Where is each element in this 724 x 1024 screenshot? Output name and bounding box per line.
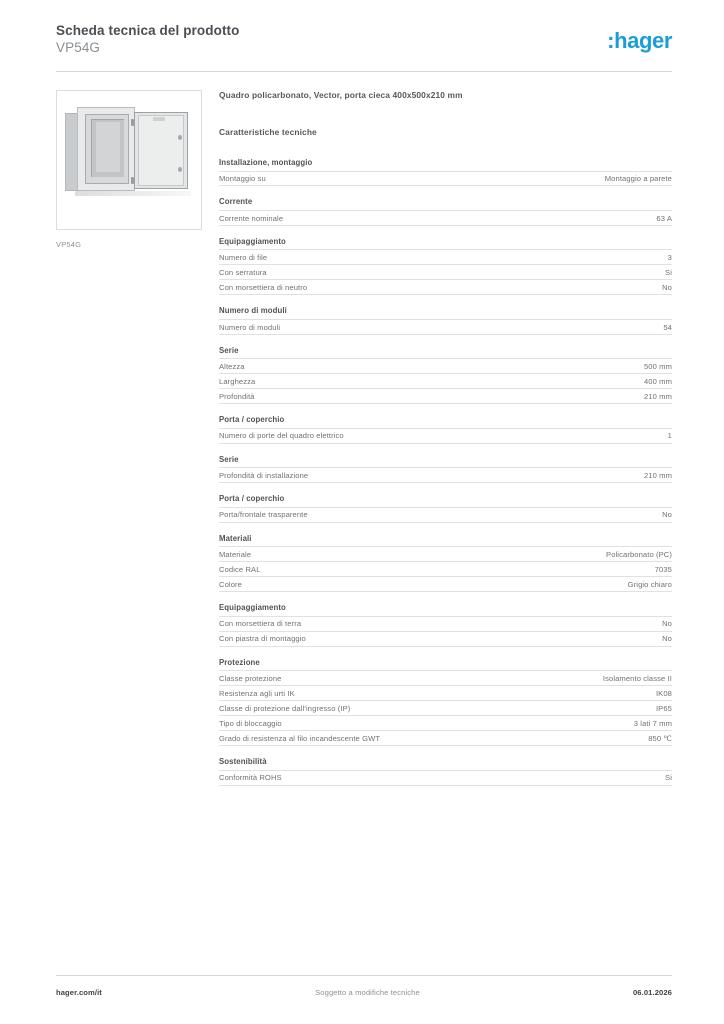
enclosure-door-inset: [138, 115, 184, 186]
specification-group: [219, 306, 672, 334]
specification-label: Porta/frontale trasparente: [219, 510, 308, 520]
specification-row: [219, 576, 672, 592]
page-footer: [56, 988, 672, 997]
specification-label: Profondità: [219, 391, 255, 401]
footer-divider: [56, 975, 672, 976]
specification-row: [219, 546, 672, 561]
specification-group-title: Sostenibilità: [219, 757, 267, 767]
specification-label: Con morsettiera di terra: [219, 619, 302, 629]
specification-group-title: Porta / coperchio: [219, 494, 285, 504]
specification-group: [219, 237, 672, 295]
specification-value: No: [662, 619, 672, 629]
enclosure-shadow: [75, 191, 191, 196]
specification-group-title: Installazione, montaggio: [219, 158, 313, 167]
enclosure-door-label: [153, 117, 165, 121]
specification-value: No: [662, 634, 672, 644]
product-name: Quadro policarbonato, Vector, porta cieca 400x500x210 mm: [219, 90, 463, 100]
page-header: [56, 22, 672, 70]
specification-row: [219, 631, 672, 647]
specification-value: IP65: [655, 703, 672, 713]
specification-label: Corrente nominale: [219, 213, 284, 223]
specification-label: Classe protezione: [219, 673, 282, 683]
specification-row: [219, 715, 672, 730]
specification-row: [219, 685, 672, 700]
specification-group-title: Porta / coperchio: [219, 415, 285, 425]
specification-groups: [219, 158, 672, 786]
specification-row: [219, 249, 672, 264]
specification-row: [219, 264, 672, 279]
specification-row: [219, 507, 672, 523]
specification-row: [219, 373, 672, 388]
specification-label: Resistenza agli urti IK: [219, 688, 295, 698]
specification-row: [219, 770, 672, 786]
specification-value: 210 mm: [643, 391, 672, 401]
specification-group: [219, 415, 672, 443]
enclosure-latch-icon: [178, 135, 182, 140]
specification-row: [219, 358, 672, 373]
header-divider: [56, 71, 672, 72]
enclosure-hinge-icon: [131, 119, 134, 126]
enclosure-latch-icon: [178, 167, 182, 172]
specification-group: [219, 158, 672, 186]
specification-value: 850 ℃: [648, 733, 672, 743]
specification-group-title: Equipaggiamento: [219, 603, 286, 613]
specification-label: Larghezza: [219, 376, 256, 386]
specification-value: Si: [665, 268, 672, 278]
specification-label: Conformità ROHS: [219, 773, 282, 783]
specification-label: Profondità di installazione: [219, 470, 309, 480]
specification-group-title: Serie: [219, 454, 239, 464]
specification-value: No: [662, 510, 672, 520]
specification-group: [219, 455, 672, 483]
specifications-column: [219, 90, 672, 797]
specification-value: Grigio chiaro: [627, 579, 672, 589]
specification-row: [219, 730, 672, 746]
specification-group-title: Protezione: [219, 657, 260, 667]
specification-label: Grado di resistenza al filo incandescente GWT: [219, 733, 381, 743]
specification-group: [219, 658, 672, 746]
specification-row: [219, 561, 672, 576]
specification-label: Codice RAL: [219, 564, 261, 574]
enclosure-back-plate: [96, 122, 120, 172]
specification-label: Montaggio su: [219, 174, 266, 184]
footer-website-link[interactable]: hager.com/it: [56, 988, 102, 997]
specification-group: [219, 534, 672, 592]
specification-row: [219, 616, 672, 631]
specification-value: 1: [667, 431, 672, 441]
specification-group-title: Equipaggiamento: [219, 236, 286, 246]
specification-label: Materiale: [219, 549, 252, 559]
specification-value: Montaggio a parete: [604, 174, 672, 184]
specifications-heading: Caratteristiche tecniche: [219, 127, 317, 137]
specification-row: [219, 670, 672, 685]
enclosure-illustration: [65, 105, 195, 199]
specification-value: Policarbonato (PC): [606, 549, 672, 559]
specification-group-title: Materiali: [219, 533, 252, 543]
footer-disclaimer: Soggetto a modifiche tecniche: [315, 988, 420, 997]
specification-label: Altezza: [219, 362, 245, 371]
specification-label: Tipo di bloccaggio: [219, 718, 282, 728]
specification-value: 54: [663, 322, 672, 332]
specification-group-title: Numero di moduli: [219, 306, 287, 316]
specification-value: Isolamento classe II: [602, 673, 672, 683]
page-title: Scheda tecnica del prodotto: [56, 23, 240, 38]
specification-value: No: [662, 283, 672, 293]
specification-value: 400 mm: [643, 376, 672, 386]
specification-value: 3: [667, 253, 672, 263]
specification-group: [219, 494, 672, 522]
specification-row: [219, 279, 672, 295]
product-reference-subtitle: VP54G: [56, 40, 101, 55]
specification-value: Si: [665, 773, 672, 783]
enclosure-cabinet-image: [56, 90, 202, 230]
specification-value: 500 mm: [643, 362, 672, 371]
specification-label: Numero di file: [219, 253, 268, 263]
specification-label: Numero di moduli: [219, 322, 281, 332]
specification-group: [219, 603, 672, 646]
specification-group-title: Serie: [219, 345, 239, 355]
specification-value: 210 mm: [643, 470, 672, 480]
specification-group: [219, 757, 672, 785]
specification-group-title: Corrente: [219, 197, 253, 207]
specification-label: Colore: [219, 579, 242, 589]
specification-row: [219, 319, 672, 335]
specification-value: 3 lati 7 mm: [633, 718, 672, 728]
specification-row: [219, 700, 672, 715]
specification-label: Numero di porte del quadro elettrico: [219, 431, 344, 441]
specification-row: [219, 428, 672, 444]
footer-date: 06.01.2026: [632, 988, 672, 997]
specification-group: [219, 346, 672, 404]
specification-label: Con morsettiera di neutro: [219, 283, 308, 293]
specification-value: 7035: [654, 564, 672, 574]
specification-value: 63 A: [656, 213, 672, 223]
specification-row: [219, 388, 672, 404]
hager-logo: :hager: [607, 28, 672, 53]
product-image-column: [56, 90, 202, 249]
product-image-caption: VP54G: [56, 240, 82, 249]
specification-row: [219, 210, 672, 226]
enclosure-hinge-icon: [131, 177, 134, 184]
specification-row: [219, 171, 672, 187]
specification-row: [219, 467, 672, 483]
specification-label: Classe di protezione dall’ingresso (IP): [219, 703, 351, 713]
specification-label: Con piastra di montaggio: [219, 634, 306, 644]
specification-value: IK08: [655, 688, 672, 698]
specification-label: Con serratura: [219, 268, 267, 278]
specification-group: [219, 197, 672, 225]
